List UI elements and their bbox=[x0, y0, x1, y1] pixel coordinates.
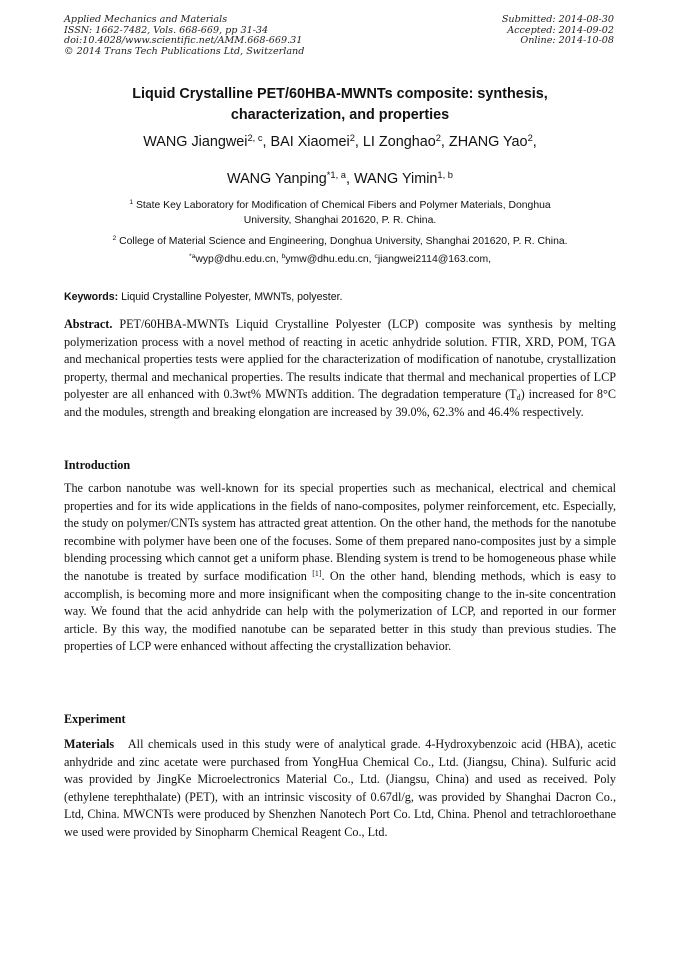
paper-title-line-1: Liquid Crystalline PET/60HBA-MWNTs composite: synthesis, bbox=[132, 86, 548, 102]
author-list-line-2: WANG Yanping$^{*1, a}$, WANG Yimin$^{1, b}$ bbox=[227, 169, 453, 187]
author-emails bbox=[64, 252, 616, 267]
submitted-date: Submitted: 2014-08-30 bbox=[501, 14, 614, 25]
author-name: WANG Yanping bbox=[227, 171, 327, 187]
introduction-paragraph bbox=[64, 480, 616, 656]
author-name: WANG Jiangwei bbox=[143, 134, 248, 150]
email-mark: *a bbox=[188, 253, 196, 261]
journal-header-left bbox=[64, 15, 304, 57]
author-name: ZHANG Yao bbox=[448, 134, 528, 150]
reference-citation[interactable]: [1] bbox=[312, 568, 322, 578]
email-link[interactable]: ymw@dhu.edu.cn, bbox=[285, 254, 372, 265]
abstract-label: Abstract. bbox=[64, 317, 113, 331]
author-superscript: 2 bbox=[349, 132, 355, 143]
journal-copyright: © 2014 Trans Tech Publications Ltd, Switzerland bbox=[64, 45, 305, 57]
keywords-label: Keywords: bbox=[64, 291, 119, 303]
affiliation-2 bbox=[64, 234, 616, 249]
author-superscript: *1, a bbox=[326, 169, 346, 180]
journal-header-right bbox=[502, 15, 614, 47]
affiliation-1 bbox=[64, 198, 616, 228]
author-superscript: 2, c bbox=[247, 132, 263, 143]
keywords bbox=[64, 290, 616, 304]
author-name: LI Zonghao bbox=[362, 134, 436, 150]
introduction-text: . On the other hand, blending methods, which is easy to accomplish, is becoming more and more insignificant when the compositing change to the in-site concentration way. We found that the acid anhydride can help with the polymerization of LCP, and reported in our former article. By this way, the modified nanotube can be separated better in this study than previous studies. The properties of LCP were enhanced without affecting the crystallization behavior. bbox=[64, 568, 617, 654]
author-superscript: 2 bbox=[435, 132, 441, 143]
affiliation-mark: 2 bbox=[112, 235, 117, 243]
affiliation-text: University, Shanghai 201620, P. R. China. bbox=[243, 215, 437, 226]
journal-doi: doi:10.4028/www.scientific.net/AMM.668-669.31 bbox=[64, 35, 303, 47]
introduction-text: The carbon nanotube was well-known for its special properties such as mechanical, electrical and chemical properties and for its wide applications in the fields of nano-composites, polymer reinforcement, etc. Especially, the study on polymer/CNTs system has attracted great attention. On the other hand, the methods for the nanotube recombine with polymer have been one of the focuses. Some of them prepared nano-composites just by a simple blending processing which cannot get a uniform phase. Blending system is trend to be homogeneous phase while the nanotube is treated by surface modification bbox=[64, 481, 616, 583]
author-list-line-1: WANG Jiangwei$^{2, c}$, BAI Xiaomei$^2$, LI Zonghao$^2$, ZHANG Yao$^2$, bbox=[143, 132, 537, 150]
affiliation-mark: 1 bbox=[129, 199, 134, 207]
author-name: WANG Yimin bbox=[353, 171, 438, 187]
materials-label: Materials bbox=[64, 737, 115, 751]
email-mark: b bbox=[281, 253, 286, 261]
abstract-text: PET/60HBA-MWNTs Liquid Crystalline Polyester (LCP) composite was synthesis by melting polymerization process with a novel method of reacting in acetic anhydride solution. FTIR, XRD, POM, TGA and mechanical properties tests were applied for the characterization of modification of nanotube, crystallization property, thermal and mechanical properties. The results indicate that thermal and mechanical properties of LCP polyester are all enhanced with 0.3wt% MWNTs addition. The degradation temperature (T bbox=[64, 317, 617, 402]
journal-name: Applied Mechanics and Materials bbox=[64, 14, 228, 25]
author-name: BAI Xiaomei bbox=[270, 134, 350, 150]
abstract-text: ) increased for 8°C and the modules, strength and breaking elongation are increased by 39.0%, 62.3% and 46.4% respectively. bbox=[64, 387, 616, 419]
paper-title-line-2: characterization, and properties bbox=[230, 107, 450, 123]
email-mark: c bbox=[374, 253, 378, 261]
email-link[interactable]: wyp@dhu.edu.cn, bbox=[195, 254, 279, 265]
email-link[interactable]: jiangwei2114@163.com, bbox=[377, 254, 492, 265]
materials-paragraph bbox=[64, 736, 616, 842]
author-superscript: 1, b bbox=[437, 169, 453, 180]
online-date: Online: 2014-10-08 bbox=[520, 35, 614, 47]
keywords-text: Liquid Crystalline Polyester, MWNTs, polyester. bbox=[121, 291, 343, 303]
journal-issn: ISSN: 1662-7482, Vols. 668-669, pp 31-34 bbox=[64, 24, 269, 36]
accepted-date: Accepted: 2014-09-02 bbox=[507, 24, 614, 36]
abstract-subscript: d bbox=[516, 393, 521, 403]
affiliation-text: State Key Laboratory for Modification of Chemical Fibers and Polymer Materials, Donghua bbox=[135, 200, 551, 211]
paper-title bbox=[64, 84, 616, 126]
abstract-paragraph bbox=[64, 316, 616, 422]
affiliation-text: College of Material Science and Engineering, Donghua University, Shanghai 201620, P. R. China. bbox=[119, 236, 568, 247]
materials-text: All chemicals used in this study were of analytical grade. 4-Hydroxybenzoic acid (HBA), acetic anhydride and zinc acetate were purchased from YongHua Chemical Co., Ltd. (Jiangsu, China). Sulfuric acid was provided by JingKe Microelectronics Material Co., Ltd. (Jiangsu, China) and used as received. Poly (ethylene terephthalate) (PET), with an intrinsic viscosity of 0.67dl/g, was provided by Shanghai Dacron Co., Ltd, China. MWCNTs were produced by Shenzhen Nanotech Port Co. Ltd, China. Phenol and tetrachloroethane we used were provided by Sinopharm Chemical Reagent Co., Ltd. bbox=[64, 737, 616, 839]
section-heading-experiment: Experiment bbox=[64, 712, 126, 726]
section-heading-introduction: Introduction bbox=[64, 458, 131, 472]
author-superscript: 2 bbox=[527, 132, 533, 143]
